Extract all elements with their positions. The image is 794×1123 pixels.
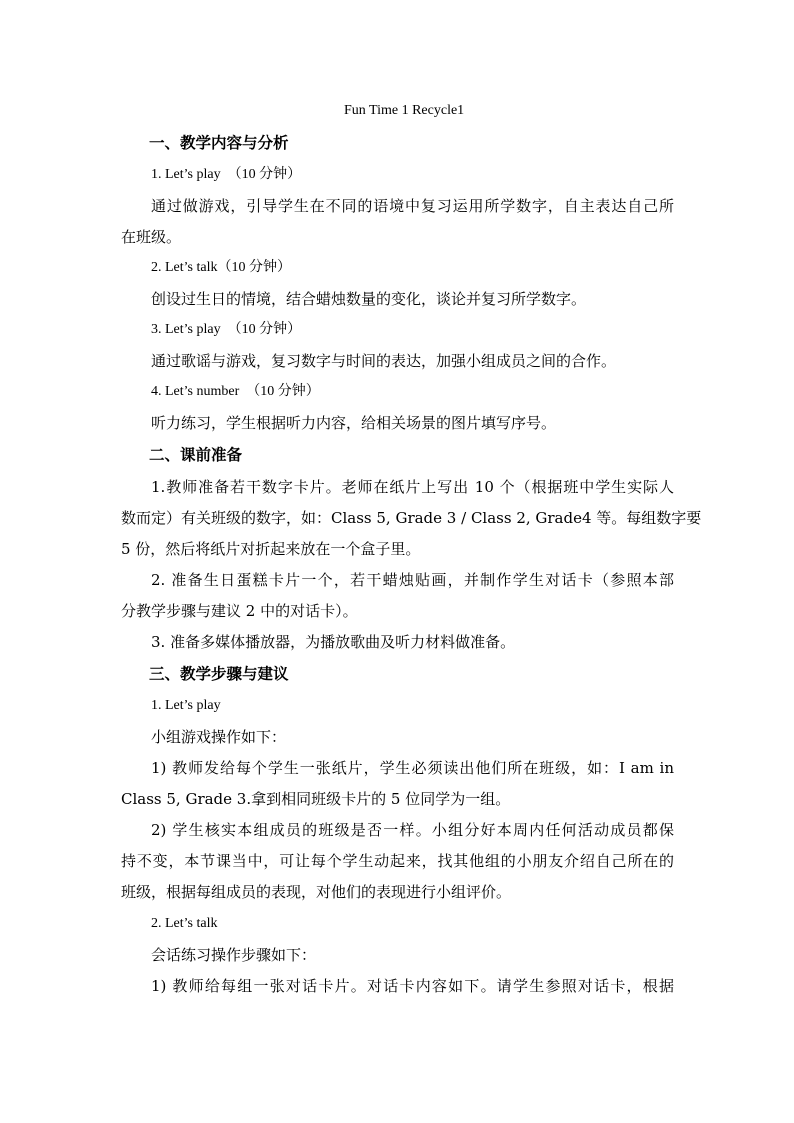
paragraph-line: 通过做游戏，引导学生在不同的语境中复习运用所学数字，自主表达自己所	[151, 197, 674, 215]
item-lets-talk: 2. Let’s talk（10 分钟）	[151, 260, 291, 275]
section-heading-preparation: 二、课前准备	[149, 445, 243, 464]
paragraph-line: 在班级。	[121, 228, 182, 246]
item-lets-talk-steps: 2. Let’s talk	[151, 916, 218, 931]
item-lets-number: 4. Let’s number （10 分钟）	[151, 384, 320, 399]
paragraph-line: 持不变，本节课当中，可让每个学生动起来，找其他组的小朋友介绍自己所在的	[121, 852, 674, 870]
paragraph-line: 1) 教师发给每个学生一张纸片，学生必须读出他们所在班级，如：I am in	[151, 759, 674, 777]
paragraph-line: 5 份，然后将纸片对折起来放在一个盒子里。	[121, 540, 421, 558]
paragraph-line: 班级，根据每组成员的表现，对他们的表现进行小组评价。	[121, 883, 512, 901]
document-title: Fun Time 1 Recycle1	[344, 103, 465, 118]
paragraph-line: 3. 准备多媒体播放器，为播放歌曲及听力材料做准备。	[151, 633, 516, 651]
paragraph-line: 1.教师准备若干数字卡片。老师在纸片上写出 10 个（根据班中学生实际人	[151, 478, 674, 496]
section-heading-steps: 三、教学步骤与建议	[149, 664, 289, 683]
item-lets-play-1: 1. Let’s play （10 分钟）	[151, 167, 302, 182]
paragraph-line: 听力练习，学生根据听力内容，给相关场景的图片填写序号。	[151, 414, 557, 432]
item-lets-play-steps: 1. Let’s play	[151, 698, 221, 713]
paragraph-line: 通过歌谣与游戏，复习数字与时间的表达，加强小组成员之间的合作。	[151, 352, 617, 370]
paragraph-line: 1) 教师给每组一张对话卡片。对话卡内容如下。请学生参照对话卡，根据	[151, 977, 674, 995]
paragraph-line: 分教学步骤与建议 2 中的对话卡）。	[121, 602, 358, 620]
paragraph-line: 2. 准备生日蛋糕卡片一个，若干蜡烛贴画，并制作学生对话卡（参照本部	[151, 571, 674, 589]
paragraph-line: 2) 学生核实本组成员的班级是否一样。小组分好本周内任何活动成员都保	[151, 821, 674, 839]
paragraph-line: 小组游戏操作如下：	[151, 728, 287, 746]
paragraph-line: 数而定）有关班级的数字，如：Class 5, Grade 3 / Class 2, Grade4 等。每组数字要	[121, 509, 702, 527]
paragraph-line: 创设过生日的情境，结合蜡烛数量的变化，谈论并复习所学数字。	[151, 290, 587, 308]
paragraph-line: Class 5, Grade 3.拿到相同班级卡片的 5 位同学为一组。	[121, 790, 511, 808]
item-lets-play-3: 3. Let’s play （10 分钟）	[151, 322, 302, 337]
paragraph-line: 会话练习操作步骤如下：	[151, 946, 317, 964]
section-heading-content: 一、教学内容与分析	[149, 133, 289, 152]
